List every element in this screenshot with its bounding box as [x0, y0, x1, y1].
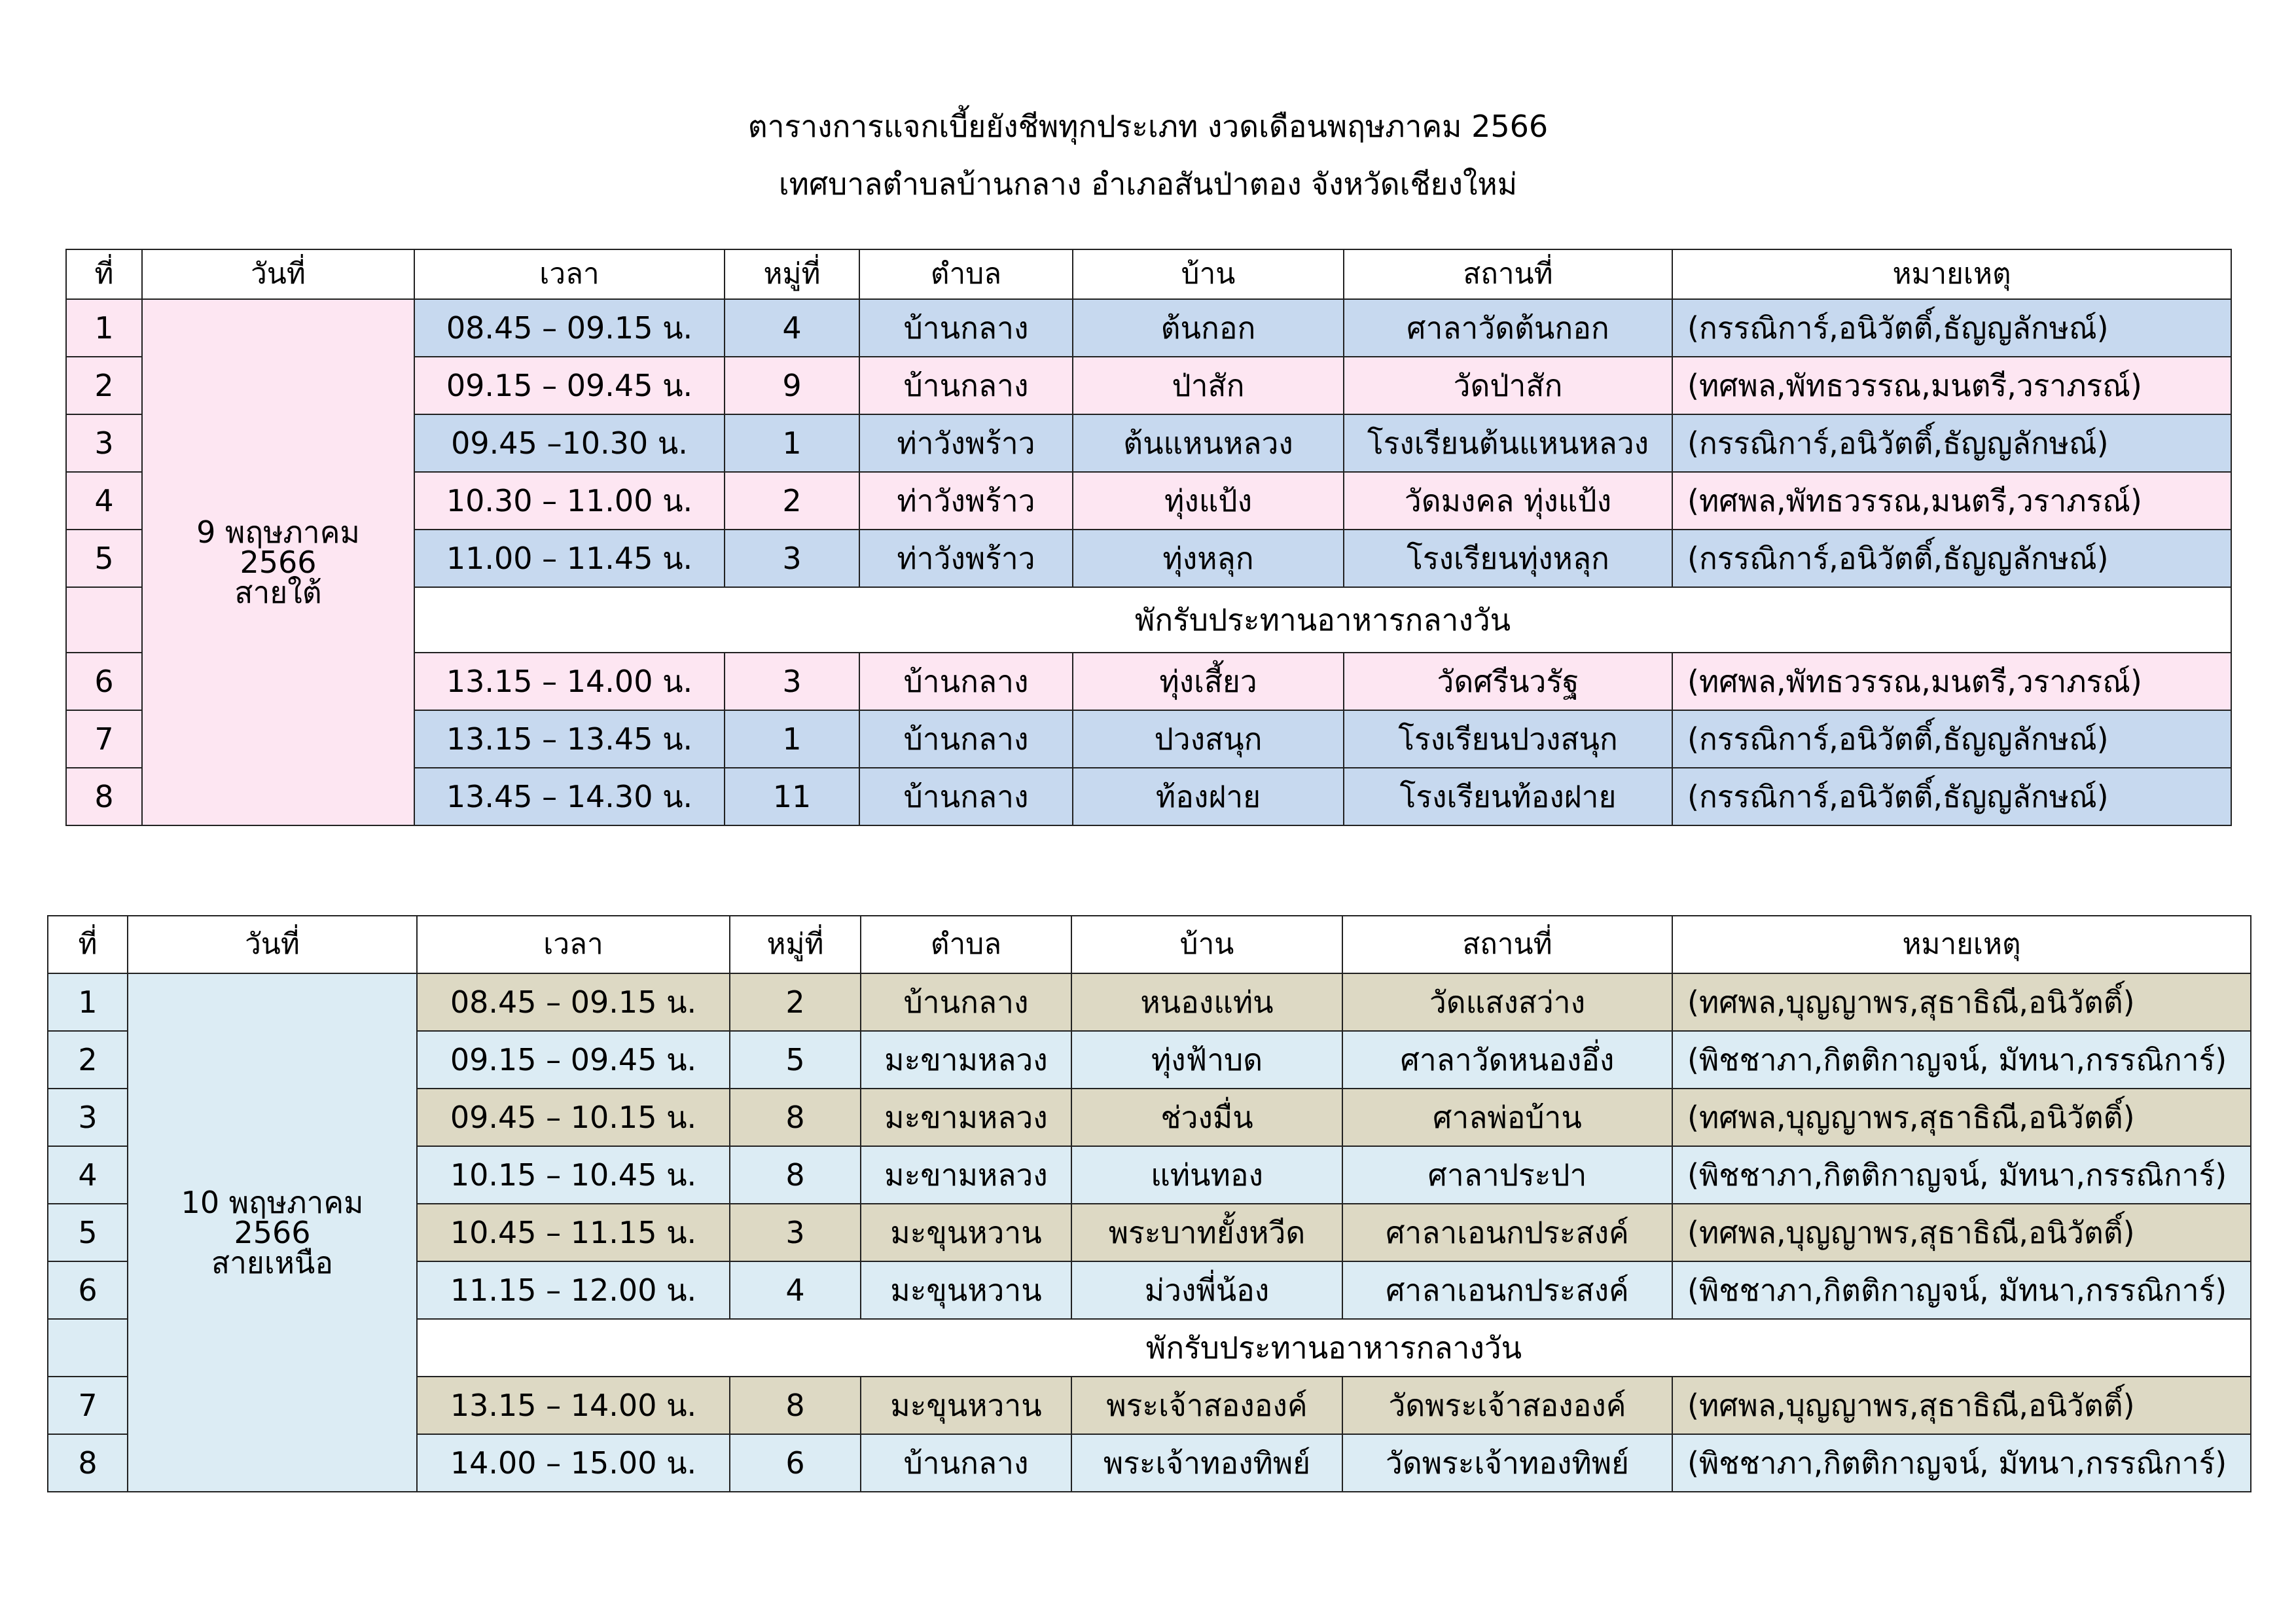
cell-no: 7: [66, 710, 142, 768]
cell-place: โรงเรียนต้นแหนหลวง: [1344, 414, 1672, 472]
cell-village: ต้นกอก: [1073, 299, 1344, 357]
lunch-break-label: พักรับประทานอาหารกลางวัน: [414, 587, 2231, 653]
cell-remark: (พิชชาภา,กิตติกาญจน์, มัทนา,กรรณิการ์): [1672, 1434, 2251, 1492]
cell-time: 09.45 – 10.15 น.: [417, 1089, 730, 1146]
cell-village: ทุ่งเสี้ยว: [1073, 653, 1344, 710]
header-village: บ้าน: [1073, 249, 1344, 299]
cell-tambon: ท่าวังพร้าว: [859, 530, 1073, 587]
cell-place: วัดป่าสัก: [1344, 357, 1672, 414]
cell-place: โรงเรียนท้องฝาย: [1344, 768, 1672, 825]
cell-place: โรงเรียนปวงสนุก: [1344, 710, 1672, 768]
cell-no: 3: [66, 414, 142, 472]
cell-moo: 5: [730, 1031, 861, 1089]
cell-remark: (ทศพล,พัทธวรรณ,มนตรี,วราภรณ์): [1672, 357, 2231, 414]
header-no: ที่: [66, 249, 142, 299]
cell-no: 2: [66, 357, 142, 414]
cell-no: 7: [48, 1377, 128, 1434]
cell-no: 3: [48, 1089, 128, 1146]
table-row: [48, 973, 2251, 1031]
header-time: เวลา: [417, 916, 730, 973]
cell-tambon: บ้านกลาง: [861, 1434, 1071, 1492]
cell-time: 10.15 – 10.45 น.: [417, 1146, 730, 1204]
cell-no: 1: [48, 973, 128, 1031]
header-moo: หมู่ที่: [725, 249, 859, 299]
header-tambon: ตำบล: [859, 249, 1073, 299]
cell-place: วัดพระเจ้าทองทิพย์: [1342, 1434, 1672, 1492]
cell-time: 13.45 – 14.30 น.: [414, 768, 725, 825]
cell-moo: 3: [730, 1204, 861, 1261]
cell-tambon: ท่าวังพร้าว: [859, 472, 1073, 530]
date-line: สายเหนือ: [211, 1245, 333, 1280]
cell-tambon: ท่าวังพร้าว: [859, 414, 1073, 472]
cell-no: 8: [66, 768, 142, 825]
cell-place: ศาลาวัดต้นกอก: [1344, 299, 1672, 357]
cell-place: ศาลาประปา: [1342, 1146, 1672, 1204]
cell-tambon: มะขุนหวาน: [861, 1377, 1071, 1434]
cell-remark: (ทศพล,พัทธวรรณ,มนตรี,วราภรณ์): [1672, 653, 2231, 710]
cell-tambon: มะขุนหวาน: [861, 1204, 1071, 1261]
cell-tambon: บ้านกลาง: [859, 710, 1073, 768]
cell-remark: (กรรณิการ์,อนิวัตติ์,ธัญญลักษณ์): [1672, 710, 2231, 768]
cell-village: ทุ่งหลุก: [1073, 530, 1344, 587]
date-cell: [142, 299, 414, 825]
schedule-table-north: [47, 915, 2251, 1492]
cell-village: พระเจ้าสององค์: [1071, 1377, 1342, 1434]
cell-remark: (พิชชาภา,กิตติกาญจน์, มัทนา,กรรณิการ์): [1672, 1031, 2251, 1089]
header-remark: หมายเหตุ: [1672, 916, 2251, 973]
cell-tambon: บ้านกลาง: [859, 653, 1073, 710]
cell-moo: 2: [730, 973, 861, 1031]
cell-no: 2: [48, 1031, 128, 1089]
cell-remark: (ทศพล,บุญญาพร,สุธาธิณี,อนิวัตติ์): [1672, 1089, 2251, 1146]
cell-remark: (กรรณิการ์,อนิวัตติ์,ธัญญลักษณ์): [1672, 414, 2231, 472]
cell-tambon: บ้านกลาง: [861, 973, 1071, 1031]
cell-village: ป่าสัก: [1073, 357, 1344, 414]
cell-place: ศาลพ่อบ้าน: [1342, 1089, 1672, 1146]
cell-village: ท้องฝาย: [1073, 768, 1344, 825]
header-tambon: ตำบล: [861, 916, 1071, 973]
cell-no: 8: [48, 1434, 128, 1492]
cell-tambon: มะขามหลวง: [861, 1031, 1071, 1089]
cell-time: 08.45 – 09.15 น.: [417, 973, 730, 1031]
date-cell: [128, 973, 417, 1492]
cell-moo: 3: [725, 530, 859, 587]
cell-no-empty: [66, 587, 142, 653]
cell-place: วัดแสงสว่าง: [1342, 973, 1672, 1031]
cell-time: 11.15 – 12.00 น.: [417, 1261, 730, 1319]
cell-moo: 11: [725, 768, 859, 825]
cell-village: ทุ่งฟ้าบด: [1071, 1031, 1342, 1089]
cell-time: 09.45 –10.30 น.: [414, 414, 725, 472]
cell-time: 14.00 – 15.00 น.: [417, 1434, 730, 1492]
header-date: วันที่: [142, 249, 414, 299]
cell-village: ปวงสนุก: [1073, 710, 1344, 768]
cell-remark: (ทศพล,บุญญาพร,สุธาธิณี,อนิวัตติ์): [1672, 1377, 2251, 1434]
cell-time: 13.15 – 13.45 น.: [414, 710, 725, 768]
cell-moo: 8: [730, 1089, 861, 1146]
cell-remark: (ทศพล,บุญญาพร,สุธาธิณี,อนิวัตติ์): [1672, 1204, 2251, 1261]
cell-time: 13.15 – 14.00 น.: [417, 1377, 730, 1434]
cell-time: 13.15 – 14.00 น.: [414, 653, 725, 710]
header-moo: หมู่ที่: [730, 916, 861, 973]
cell-village: ต้นแหนหลวง: [1073, 414, 1344, 472]
header-date: วันที่: [128, 916, 417, 973]
cell-moo: 8: [730, 1377, 861, 1434]
schedule-table-south: [65, 249, 2232, 826]
cell-no: 5: [66, 530, 142, 587]
table-header-row: [48, 916, 2251, 973]
cell-no: 5: [48, 1204, 128, 1261]
table-header-row: [66, 249, 2231, 299]
cell-moo: 1: [725, 414, 859, 472]
date-line: 2566: [240, 545, 317, 580]
cell-village: แท่นทอง: [1071, 1146, 1342, 1204]
cell-moo: 8: [730, 1146, 861, 1204]
cell-remark: (กรรณิการ์,อนิวัตติ์,ธัญญลักษณ์): [1672, 299, 2231, 357]
cell-moo: 1: [725, 710, 859, 768]
cell-moo: 3: [725, 653, 859, 710]
cell-time: 10.30 – 11.00 น.: [414, 472, 725, 530]
cell-moo: 4: [725, 299, 859, 357]
table-row: [66, 299, 2231, 357]
date-line: 10 พฤษภาคม: [181, 1185, 364, 1220]
cell-time: 10.45 – 11.15 น.: [417, 1204, 730, 1261]
cell-village: ม่วงพี่น้อง: [1071, 1261, 1342, 1319]
cell-time: 09.15 – 09.45 น.: [417, 1031, 730, 1089]
cell-place: ศาลาเอนกประสงค์: [1342, 1204, 1672, 1261]
cell-tambon: บ้านกลาง: [859, 357, 1073, 414]
header-remark: หมายเหตุ: [1672, 249, 2231, 299]
cell-remark: (พิชชาภา,กิตติกาญจน์, มัทนา,กรรณิการ์): [1672, 1146, 2251, 1204]
cell-tambon: บ้านกลาง: [859, 299, 1073, 357]
lunch-break-label: พักรับประทานอาหารกลางวัน: [417, 1319, 2251, 1377]
cell-moo: 2: [725, 472, 859, 530]
cell-place: วัดพระเจ้าสององค์: [1342, 1377, 1672, 1434]
cell-village: พระเจ้าทองทิพย์: [1071, 1434, 1342, 1492]
cell-no: 1: [66, 299, 142, 357]
cell-no: 6: [66, 653, 142, 710]
cell-place: วัดมงคล ทุ่งแป้ง: [1344, 472, 1672, 530]
cell-no: 4: [48, 1146, 128, 1204]
cell-tambon: มะขามหลวง: [861, 1089, 1071, 1146]
page-subtitle: เทศบาลตำบลบ้านกลาง อำเภอสันป่าตอง จังหวัดเชียงใหม่: [778, 166, 1518, 202]
cell-village: พระบาทยั้งหวีด: [1071, 1204, 1342, 1261]
header-place: สถานที่: [1344, 249, 1672, 299]
cell-tambon: มะขุนหวาน: [861, 1261, 1071, 1319]
cell-moo: 6: [730, 1434, 861, 1492]
cell-no-empty: [48, 1319, 128, 1377]
header-village: บ้าน: [1071, 916, 1342, 973]
cell-village: หนองแท่น: [1071, 973, 1342, 1031]
header-place: สถานที่: [1342, 916, 1672, 973]
header-no: ที่: [48, 916, 128, 973]
cell-no: 4: [66, 472, 142, 530]
cell-place: วัดศรีนวรัฐ: [1344, 653, 1672, 710]
cell-village: ช่วงมื่น: [1071, 1089, 1342, 1146]
cell-remark: (ทศพล,บุญญาพร,สุธาธิณี,อนิวัตติ์): [1672, 973, 2251, 1031]
cell-time: 11.00 – 11.45 น.: [414, 530, 725, 587]
date-line: สายใต้: [234, 575, 322, 610]
cell-tambon: มะขามหลวง: [861, 1146, 1071, 1204]
cell-time: 08.45 – 09.15 น.: [414, 299, 725, 357]
cell-tambon: บ้านกลาง: [859, 768, 1073, 825]
cell-place: ศาลาเอนกประสงค์: [1342, 1261, 1672, 1319]
cell-moo: 4: [730, 1261, 861, 1319]
date-line: 9 พฤษภาคม: [196, 514, 360, 550]
page-title: ตารางการแจกเบี้ยยังชีพทุกประเภท งวดเดือนพฤษภาคม 2566: [747, 109, 1549, 144]
cell-no: 6: [48, 1261, 128, 1319]
date-line: 2566: [234, 1215, 311, 1250]
header-time: เวลา: [414, 249, 725, 299]
cell-place: โรงเรียนทุ่งหลุก: [1344, 530, 1672, 587]
cell-moo: 9: [725, 357, 859, 414]
cell-time: 09.15 – 09.45 น.: [414, 357, 725, 414]
cell-remark: (กรรณิการ์,อนิวัตติ์,ธัญญลักษณ์): [1672, 530, 2231, 587]
cell-place: ศาลาวัดหนองอึ่ง: [1342, 1031, 1672, 1089]
cell-remark: (พิชชาภา,กิตติกาญจน์, มัทนา,กรรณิการ์): [1672, 1261, 2251, 1319]
cell-village: ทุ่งแป้ง: [1073, 472, 1344, 530]
cell-remark: (ทศพล,พัทธวรรณ,มนตรี,วราภรณ์): [1672, 472, 2231, 530]
cell-remark: (กรรณิการ์,อนิวัตติ์,ธัญญลักษณ์): [1672, 768, 2231, 825]
